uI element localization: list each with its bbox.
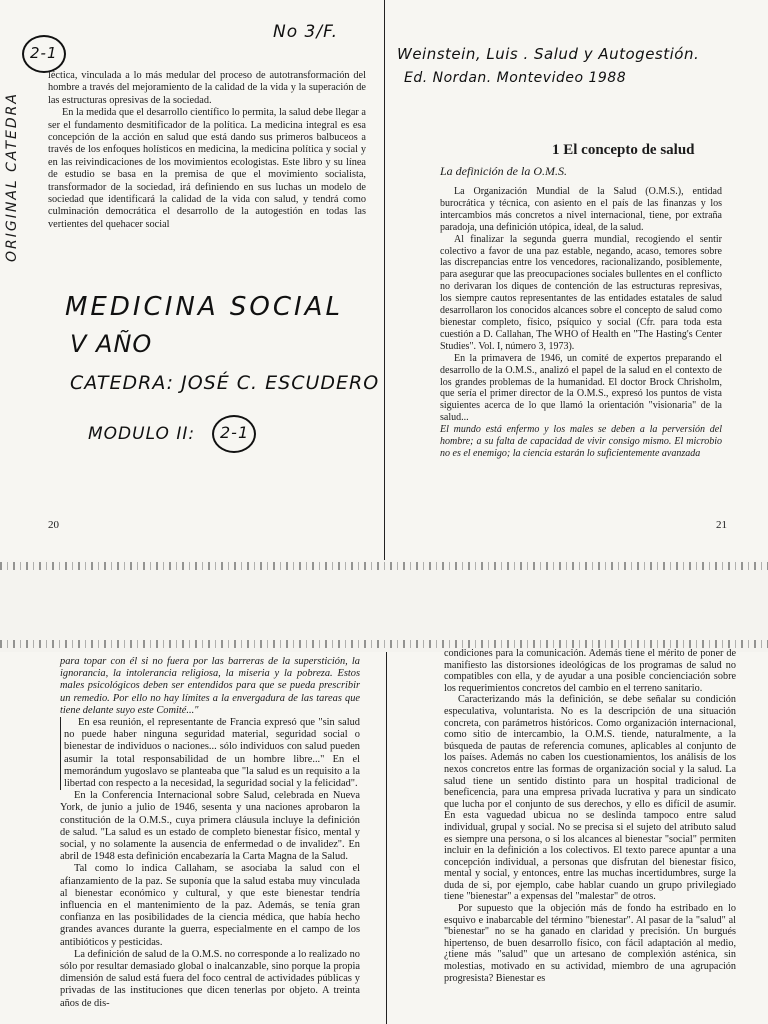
section-title: La definición de la O.M.S. — [440, 164, 567, 178]
page-stamp-text: 2-1 — [30, 44, 58, 62]
paragraph: En la medida que el desarrollo científico lo permita, la salud debe llegar a ser el fundamento desmitificador de la política. La medicina integral es esa concepción de la acción en salud que está dando sus primeros balbuceos a través de los enfoques holísticos en medicina, la medicina política y social y en las reivindicaciones de los movimientos ecologistas. Este libro y su línea de estudio se basa en la premisa de que el movimiento socialista, transformador de la sociedad, irá definiendo en sus luchas un modelo de sociedad que identificará la calidad de la vida con salud, y tendrá como culminación democrática el desarrollo de la autogestión en todas las vertientes del quehacer social — [48, 107, 366, 230]
bottom-right-text — [444, 648, 736, 984]
spine-divider-top — [384, 0, 385, 560]
vertical-annotation: ORIGINAL CATEDRA — [4, 92, 20, 262]
paragraph: condiciones para la comunicación. Además tiene el mérito de poner de manifiesto las distorsiones ideológicas de los programas de salud no compatibles con ella, y de ayudar a una posible concienciación sobre los requerimientos concretos del cambio en el terreno sanitario. — [444, 648, 736, 694]
paragraph: En la primavera de 1946, un comité de expertos preparando el desarrollo de la O.M.S., analizó el papel de la salud en el contexto de los grandes problemas de la humanidad. El doctor Brock Chrisholm, que sería el primer director de la O.M.S., expresó los puntos de vista siguientes acerca de lo que llamó la orientación "visionaria" de la salud... — [440, 352, 722, 424]
paragraph: Caracterizando más la definición, se debe señalar su condición especulativa, voluntarista. No es la descripción de una situación concreta, con parámetros históricos. Como organización internacional, como sitio de intercambio, la O.M.S. tiende, naturalmente, a la búsqueda de pautas de referencia comunes, aplicables al conjunto de los países. Además no caben los cuestionamientos, los análisis de los nexos concretos entre las formas de organización social y la salud. La salud tiene un sentido distinto para un hospital tradicional de beneficencia, para una empresa privada lucrativa y para un sindicato que lucha por el conjunto de sus derechos, y ello es difícil de asumir. En esta vaguedad ubicua no se deslinda tampoco entre salud individual, grupal y social. No se precisa si el sujeto del atributo salud es siempre una persona, o si los alcances al bienestar "social" permiten incluir en la definición a los colectivos. El texto parece apuntar a una concepción individual, a personas que disfrutan del bienestar físico, mental y social, y entonces, entre las muchas incertidumbres, surge la duda de si, por ejemplo, cabe hablar cuando un grupo privilegiado tiene "bienestar" a expensas del "malestar" de otros. — [444, 694, 736, 903]
top-left-text — [48, 70, 366, 231]
paragraph: Por supuesto que la objeción más de fondo ha estribado en lo esquivo e inabarcable del término "bienestar". Al pasar de la "salud" al "bienestar" no se ha ganado en claridad y precisión. Un burgués hipertenso, de buen desarrollo físico, con fácil adaptación al medio, ¿tiene más "salud" que un artesano de complexión asténica, sin molestias, motivado en su actividad, miembro de una agrupación progresista? Bienestar es — [444, 903, 736, 984]
citation-handwriting-1: Weinstein, Luis . Salud y Autogestión. — [397, 45, 700, 63]
paragraph: En la Conferencia Internacional sobre Salud, celebrada en Nueva York, de junio a julio de 1946, sesenta y una naciones aprobaron la constitución de la O.M.S., cuya primera cláusula incluye la definición de salud. "La salud es un estado de completo bienestar físico, mental y social, y no solamente la ausencia de enfermedad o de invalidez". En abril de 1948 esta definición encabezaría la Carta Magna de la Salud. — [60, 790, 360, 863]
handwriting-course: MEDICINA SOCIAL — [65, 292, 343, 322]
top-right-text — [440, 186, 722, 460]
paragraph: En esa reunión, el representante de Francia expresó que "sin salud no puede haber ninguna seguridad material, seguridad social o bienestar de individuos o naciones... sólo individuos con salud pueden asumir la total responsabilidad de un hombre libre..." En el memorándum yugoslavo se planteaba que "la salud es un requisito a la libertad con respecto a la necesidad, la seguridad social y la felicidad". — [60, 717, 360, 790]
paragraph: La definición de salud de la O.M.S. no corresponde a lo realizado no sólo por resultar demasiado global o inalcanzable, sino porque la propia dimensión de salud está fuera del foco central de actividades públicas y privadas de las instituciones que dicen tenerlas por objeto. A treinta años de dis- — [60, 948, 360, 1009]
chapter-title: 1 El concepto de salud — [552, 142, 695, 158]
paragraph-quote: El mundo está enfermo y los males se deben a la perversión del hombre; a su falta de capacidad de vivir consigo mismo. El microbio no es el enemigo; la ciencia estarán lo suficientemente avanzada — [440, 424, 722, 459]
citation-handwriting-2: Ed. Nordan. Montevideo 1988 — [404, 70, 627, 86]
reference-note: No 3/F. — [273, 22, 339, 42]
handwriting-chair: CATEDRA: JOSÉ C. ESCUDERO — [70, 372, 380, 394]
paragraph: La Organización Mundial de la Salud (O.M.S.), entidad burocrática y técnica, con asiento en el país de las finanzas y los intercambios más concretos a nivel internacional, tiene, por extraña paradoja, una definición utópica, ideal, de la salud. — [440, 186, 722, 233]
paragraph: Tal como lo indica Callaham, se asociaba la salud con el afianzamiento de la paz. Se suponía que la salud estaba muy vinculada al bienestar económico y cultural, y que este bienestar tendría influencia en el mantenimiento de la paz. Además, se tenía gran confianza en las posibilidades de la ciencia médica, que había hecho grandes avances durante la guerra, especialmente en el campo de los antibióticos y pesticidas. — [60, 863, 360, 948]
scan-border-bottom — [0, 640, 768, 648]
module-stamp-text: 2-1 — [220, 423, 250, 442]
paragraph: para topar con él si no fuera por las barreras de la superstición, la ignorancia, la intolerancia religiosa, la miseria y la pobreza. Estos males psicológicos deben ser entendidos para que se pueda prescribir un remedio. Por ello no hay límites a la envergadura de las tareas que tiene delante suyo este Comité..." — [60, 656, 360, 716]
scan-border-top — [0, 562, 768, 570]
handwriting-year: V AÑO — [70, 330, 153, 358]
handwriting-module: MODULO II: — [88, 424, 196, 444]
page-number-20: 20 — [48, 519, 59, 531]
paragraph: Al finalizar la segunda guerra mundial, recogiendo el sentir colectivo a favor de una paz estable, negando, acaso, temores sobre las discrepancias entre los vencedores, racionalizando, posiblemente, para asegurar que las preocupaciones sociales bullentes en el conflicto no derivaran los diques de contención de las estructuras represivas, los siempre cautos representantes de las entidades estatales de salud desarrollaron los conocidos alcances sobre el concepto de salud como bienestar completo, físico, psíquico y social (Cfr. para toda esta cuestión a D. Callahan, The WHO of Health en "The Hasting's Center Studies". Vol. I, número 3, 1973). — [440, 233, 722, 352]
spine-divider-bottom — [386, 652, 387, 1024]
bottom-left-text — [60, 656, 360, 1010]
paragraph: léctica, vinculada a lo más medular del proceso de autotransformación del hombre a través del mejoramiento de la calidad de la vida y la superación de las estructuras opresivas de la sociedad. — [48, 70, 366, 106]
page-number-21: 21 — [716, 519, 727, 531]
